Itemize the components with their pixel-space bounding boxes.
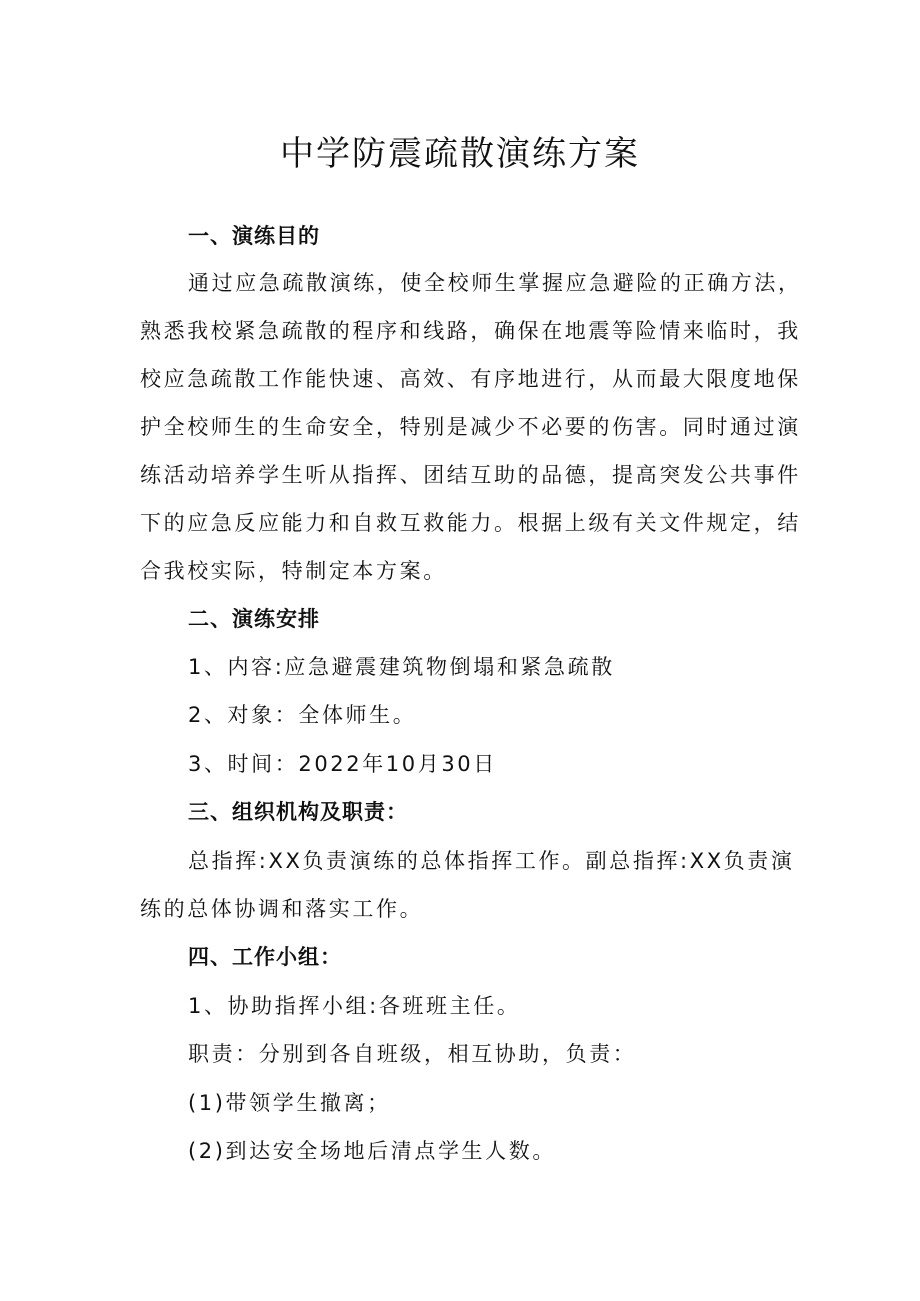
list-item: (2)到达安全场地后清点学生人数。 [188,1139,556,1163]
paragraph-line: 校应急疏散工作能快速、高效、有序地进行，从而最大限度地保 [140,367,801,391]
section-heading-purpose: 一、演练目的 [188,224,320,248]
paragraph-line: 1、协助指挥小组:各班班主任。 [188,994,521,1018]
section-heading-organization: 三、组织机构及职责： [188,800,408,824]
section-heading-arrangement: 二、演练安排 [188,607,320,631]
paragraph-line: 练活动培养学生听从指挥、团结互助的品德，提高突发公共事件 [140,463,801,487]
section-heading-groups: 四、工作小组： [188,945,342,969]
paragraph-line: 护全校师生的生命安全，特别是减少不必要的伤害。同时通过演 [140,415,801,439]
list-item: 1、内容:应急避震建筑物倒塌和紧急疏散 [188,655,615,679]
paragraph-line: 合我校实际，特制定本方案。 [140,559,447,583]
paragraph-line: 练的总体协调和落实工作。 [140,897,424,921]
paragraph-line: 职责：分别到各自班级，相互协助，负责： [188,1042,637,1066]
document-title: 中学防震疏散演练方案 [280,134,640,174]
list-item: 2、对象：全体师生。 [188,703,417,727]
list-item: (1)带领学生撤离； [188,1091,391,1115]
paragraph-line: 熟悉我校紧急疏散的程序和线路，确保在地震等险情来临时，我 [140,319,801,343]
list-item: 3、时间：2022年10月30日 [188,752,497,776]
paragraph-line: 总指挥:XX负责演练的总体指挥工作。副总指挥:XX负责演 [188,849,795,873]
paragraph-line: 下的应急反应能力和自救互救能力。根据上级有关文件规定，结 [140,511,801,535]
paragraph-line: 通过应急疏散演练，使全校师生掌握应急避险的正确方法， [188,271,802,295]
